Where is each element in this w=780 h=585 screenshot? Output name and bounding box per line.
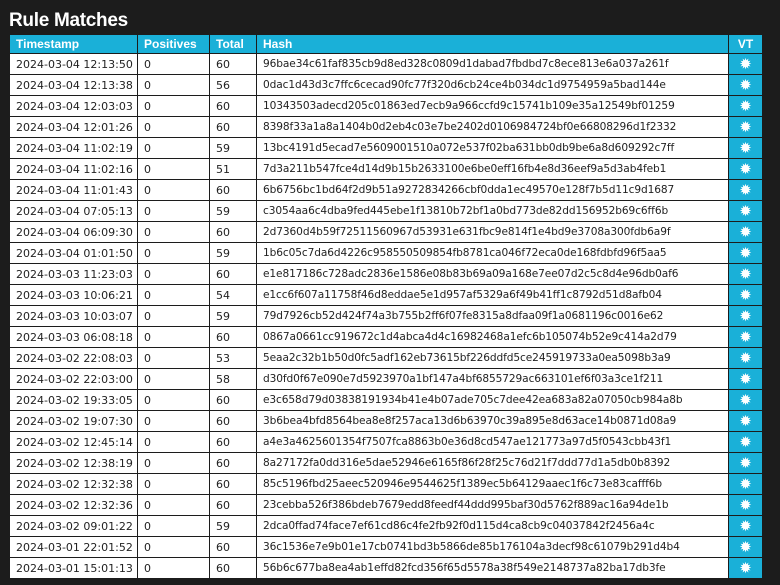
table-row [10,474,763,495]
vt-lookup-button[interactable] [729,516,763,537]
total-cell: 60 [210,558,257,579]
timestamp-cell: 2024-03-04 12:01:26 [10,117,138,138]
table-row [10,243,763,264]
vt-lookup-button[interactable] [729,558,763,579]
hash-cell: 0dac1d43d3c7ffc6cecad90fc77f320d6cb24ce4b034dc1d9754959a5bad144e [257,75,729,96]
total-cell: 60 [210,432,257,453]
vt-lookup-button[interactable] [729,411,763,432]
positives-cell: 0 [138,96,210,117]
vt-lookup-button[interactable] [729,222,763,243]
timestamp-cell: 2024-03-04 11:02:19 [10,138,138,159]
hash-cell: 85c5196fbd25aeec520946e9544625f1389ec5b64129aaec1f6c73e83cafff6b [257,474,729,495]
positives-cell: 0 [138,495,210,516]
hash-cell: 36c1536e7e9b01e17cb0741bd3b5866de85b176104a3decf98c61079b291d4b4 [257,537,729,558]
gear-icon: ✹ [739,538,752,556]
table-row [10,516,763,537]
column-header-timestamp[interactable]: Timestamp [10,35,138,54]
gear-icon: ✹ [739,286,752,304]
positives-cell: 0 [138,474,210,495]
total-cell: 59 [210,516,257,537]
vt-lookup-button[interactable] [729,432,763,453]
vt-lookup-button[interactable] [729,75,763,96]
gear-icon: ✹ [739,97,752,115]
total-cell: 54 [210,285,257,306]
vt-lookup-button[interactable] [729,285,763,306]
hash-cell: d30fd0f67e090e7d5923970a1bf147a4bf6855729ac663101ef6f03a3ce1f211 [257,369,729,390]
positives-cell: 0 [138,138,210,159]
gear-icon: ✹ [739,265,752,283]
total-cell: 60 [210,474,257,495]
total-cell: 60 [210,453,257,474]
gear-icon: ✹ [739,370,752,388]
timestamp-cell: 2024-03-02 12:32:36 [10,495,138,516]
total-cell: 58 [210,369,257,390]
positives-cell: 0 [138,516,210,537]
table-row [10,411,763,432]
total-cell: 60 [210,264,257,285]
hash-cell: 3b6bea4bfd8564bea8e8f257aca13d6b63970c39a895e8d63ace14b0871d08a9 [257,411,729,432]
column-header-total[interactable]: Total [210,35,257,54]
header-row [10,35,763,54]
positives-cell: 0 [138,537,210,558]
hash-cell: e1e817186c728adc2836e1586e08b83b69a09a168e7ee07d2c5c8d4e96db0af6 [257,264,729,285]
gear-icon: ✹ [739,517,752,535]
hash-cell: c3054aa6c4dba9fed445ebe1f13810b72bf1a0bd773de82dd156952b69c6ff6b [257,201,729,222]
hash-cell: a4e3a4625601354f7507fca8863b0e36d8cd547ae121773a97d5f0543cbb43f1 [257,432,729,453]
table-body [10,54,763,579]
table-row [10,432,763,453]
positives-cell: 0 [138,54,210,75]
gear-icon: ✹ [739,412,752,430]
gear-icon: ✹ [739,223,752,241]
table-row [10,453,763,474]
hash-cell: 6b6756bc1bd64f2d9b51a9272834266cbf0dda1ec49570e128f7b5d11c9d1687 [257,180,729,201]
total-cell: 56 [210,75,257,96]
vt-lookup-button[interactable] [729,138,763,159]
hash-cell: 7d3a211b547fce4d14d9b15b2633100e6be0eff16fb4e8d36eef9a5d3ab4feb1 [257,159,729,180]
hash-cell: 10343503adecd205c01863ed7ecb9a966ccfd9c15741b109e35a12549bf01259 [257,96,729,117]
total-cell: 60 [210,117,257,138]
vt-lookup-button[interactable] [729,537,763,558]
table-row [10,285,763,306]
positives-cell: 0 [138,390,210,411]
hash-cell: 56b6c677ba8ea4ab1effd82fcd356f65d5578a38f549e2148737a82ba17db3fe [257,558,729,579]
timestamp-cell: 2024-03-02 12:32:38 [10,474,138,495]
vt-lookup-button[interactable] [729,117,763,138]
table-row [10,537,763,558]
table-row [10,180,763,201]
column-header-positives[interactable]: Positives [138,35,210,54]
positives-cell: 0 [138,180,210,201]
gear-icon: ✹ [739,139,752,157]
hash-cell: 0867a0661cc919672c1d4abca4d4c16982468a1efc6b105074b52e9c414a2d79 [257,327,729,348]
gear-icon: ✹ [739,559,752,577]
positives-cell: 0 [138,222,210,243]
table-header [10,35,763,54]
timestamp-cell: 2024-03-04 12:03:03 [10,96,138,117]
gear-icon: ✹ [739,349,752,367]
table-row [10,306,763,327]
total-cell: 60 [210,54,257,75]
vt-lookup-button[interactable] [729,390,763,411]
gear-icon: ✹ [739,160,752,178]
vt-lookup-button[interactable] [729,495,763,516]
positives-cell: 0 [138,558,210,579]
table-row [10,222,763,243]
total-cell: 51 [210,159,257,180]
vt-lookup-button[interactable] [729,180,763,201]
hash-cell: 5eaa2c32b1b50d0fc5adf162eb73615bf226ddfd5ce245919733a0ea5098b3a9 [257,348,729,369]
positives-cell: 0 [138,348,210,369]
gear-icon: ✹ [739,76,752,94]
vt-lookup-button[interactable] [729,159,763,180]
gear-icon: ✹ [739,454,752,472]
hash-cell: 2d7360d4b59f72511560967d53931e631fbc9e814f1e4bd9e3708a300fdb6a9f [257,222,729,243]
timestamp-cell: 2024-03-02 12:45:14 [10,432,138,453]
table-row [10,348,763,369]
timestamp-cell: 2024-03-03 10:06:21 [10,285,138,306]
timestamp-cell: 2024-03-03 06:08:18 [10,327,138,348]
table-row [10,558,763,579]
gear-icon: ✹ [739,475,752,493]
hash-cell: 8398f33a1a8a1404b0d2eb4c03e7be2402d0106984724bf0e66808296d1f2332 [257,117,729,138]
vt-lookup-button[interactable] [729,306,763,327]
timestamp-cell: 2024-03-01 22:01:52 [10,537,138,558]
timestamp-cell: 2024-03-02 22:08:03 [10,348,138,369]
positives-cell: 0 [138,264,210,285]
positives-cell: 0 [138,285,210,306]
column-header-vt[interactable]: VT [729,35,763,54]
rule-matches-table [9,34,763,579]
table-row [10,96,763,117]
table-row [10,390,763,411]
total-cell: 60 [210,411,257,432]
table-row [10,495,763,516]
timestamp-cell: 2024-03-02 19:33:05 [10,390,138,411]
timestamp-cell: 2024-03-02 22:03:00 [10,369,138,390]
table-row [10,369,763,390]
vt-lookup-button[interactable] [729,348,763,369]
timestamp-cell: 2024-03-04 07:05:13 [10,201,138,222]
total-cell: 60 [210,327,257,348]
gear-icon: ✹ [739,118,752,136]
total-cell: 59 [210,138,257,159]
timestamp-cell: 2024-03-04 12:13:50 [10,54,138,75]
timestamp-cell: 2024-03-02 19:07:30 [10,411,138,432]
table-row [10,54,763,75]
positives-cell: 0 [138,201,210,222]
table-row [10,264,763,285]
vt-lookup-button[interactable] [729,474,763,495]
total-cell: 60 [210,180,257,201]
total-cell: 60 [210,96,257,117]
table-row [10,138,763,159]
positives-cell: 0 [138,159,210,180]
gear-icon: ✹ [739,307,752,325]
timestamp-cell: 2024-03-03 10:03:07 [10,306,138,327]
gear-icon: ✹ [739,328,752,346]
total-cell: 60 [210,390,257,411]
table-row [10,117,763,138]
vt-lookup-button[interactable] [729,264,763,285]
vt-lookup-button[interactable] [729,201,763,222]
timestamp-cell: 2024-03-01 15:01:13 [10,558,138,579]
total-cell: 60 [210,495,257,516]
hash-cell: 8a27172fa0dd316e5dae52946e6165f86f28f25c76d21f7ddd77d1a5db0b8392 [257,453,729,474]
positives-cell: 0 [138,243,210,264]
hash-cell: 2dca0ffad74face7ef61cd86c4fe2fb92f0d115d4ca8cb9c04037842f2456a4c [257,516,729,537]
hash-cell: 23cebba526f386bdeb7679edd8feedf44ddd995baf30d5762f889ac16a94de1b [257,495,729,516]
table-row [10,201,763,222]
hash-cell: 13bc4191d5ecad7e5609001510a072e537f02ba631bb0db9be6a8d609292c7ff [257,138,729,159]
table-row [10,327,763,348]
positives-cell: 0 [138,453,210,474]
gear-icon: ✹ [739,55,752,73]
positives-cell: 0 [138,327,210,348]
total-cell: 59 [210,306,257,327]
timestamp-cell: 2024-03-04 06:09:30 [10,222,138,243]
timestamp-cell: 2024-03-04 12:13:38 [10,75,138,96]
total-cell: 60 [210,222,257,243]
hash-cell: e1cc6f607a11758f46d8eddae5e1d957af5329a6f49b41ff1c8792d51d8afb04 [257,285,729,306]
positives-cell: 0 [138,75,210,96]
total-cell: 59 [210,201,257,222]
gear-icon: ✹ [739,496,752,514]
timestamp-cell: 2024-03-03 11:23:03 [10,264,138,285]
table-row [10,75,763,96]
gear-icon: ✹ [739,433,752,451]
positives-cell: 0 [138,369,210,390]
vt-lookup-button[interactable] [729,96,763,117]
timestamp-cell: 2024-03-02 09:01:22 [10,516,138,537]
hash-cell: e3c658d79d03838191934b41e4b07ade705c7dee42ea683a82a07050cb984a8b [257,390,729,411]
total-cell: 53 [210,348,257,369]
timestamp-cell: 2024-03-02 12:38:19 [10,453,138,474]
vt-lookup-button[interactable] [729,369,763,390]
column-header-hash[interactable]: Hash [257,35,729,54]
page-title: Rule Matches [9,10,128,31]
gear-icon: ✹ [739,244,752,262]
positives-cell: 0 [138,117,210,138]
table-row [10,159,763,180]
vt-lookup-button[interactable] [729,54,763,75]
vt-lookup-button[interactable] [729,243,763,264]
positives-cell: 0 [138,306,210,327]
vt-lookup-button[interactable] [729,327,763,348]
timestamp-cell: 2024-03-04 11:02:16 [10,159,138,180]
gear-icon: ✹ [739,391,752,409]
timestamp-cell: 2024-03-04 01:01:50 [10,243,138,264]
timestamp-cell: 2024-03-04 11:01:43 [10,180,138,201]
total-cell: 60 [210,537,257,558]
positives-cell: 0 [138,432,210,453]
hash-cell: 1b6c05c7da6d4226c958550509854fb8781ca046f72eca0de168fdbfd96f5aa5 [257,243,729,264]
gear-icon: ✹ [739,202,752,220]
vt-lookup-button[interactable] [729,453,763,474]
total-cell: 59 [210,243,257,264]
gear-icon: ✹ [739,181,752,199]
hash-cell: 96bae34c61faf835cb9d8ed328c0809d1dabad7fbdbd7c8ece813e6a037a261f [257,54,729,75]
positives-cell: 0 [138,411,210,432]
hash-cell: 79d7926cb52d424f74a3b755b2ff6f07fe8315a8dfaa09f1a0681196c0016e62 [257,306,729,327]
